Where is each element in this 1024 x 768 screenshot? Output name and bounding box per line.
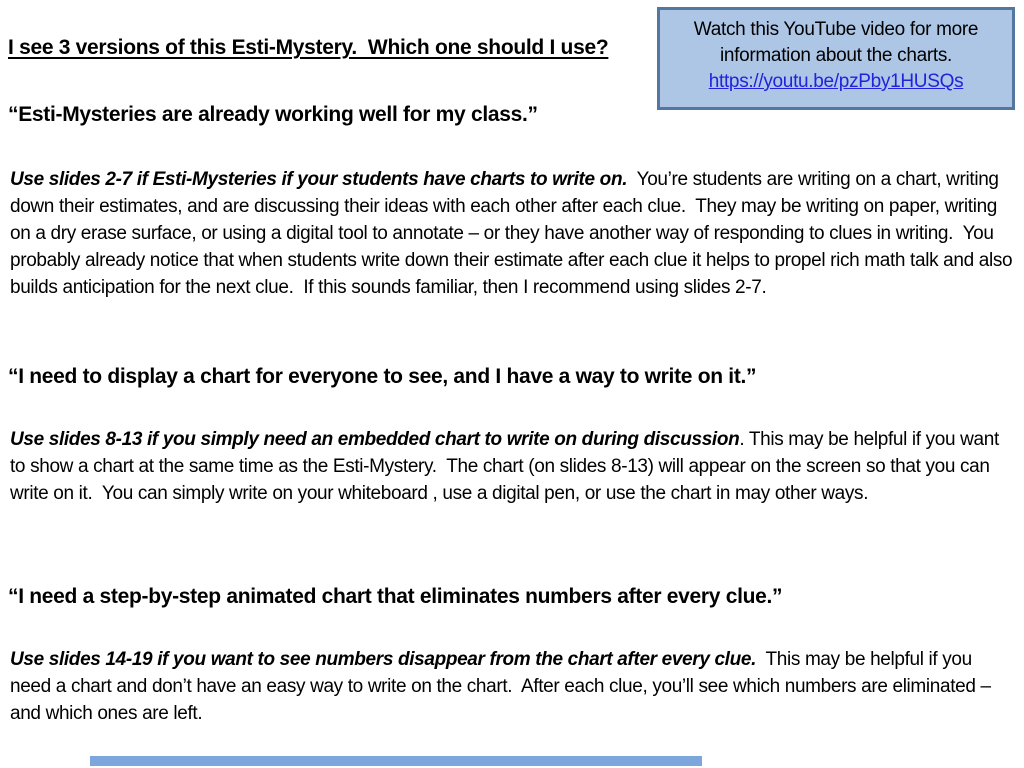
youtube-link[interactable]: https://youtu.be/pzPby1HUSQs (708, 71, 964, 92)
paragraph-body: This may be helpful if you need a chart and don’t have an easy way to write on the chart. After each clue, you’ll see which numbers are eliminated – and which ones are left. (10, 649, 996, 724)
section-paragraph-slides-2-7 (10, 166, 1018, 301)
section-heading-slides-14-19: “I need a step-by-step animated chart that eliminates numbers after every clue.” (8, 585, 783, 608)
bottom-accent-bar (90, 756, 702, 766)
note-box (657, 7, 1015, 110)
paragraph-body: You’re students are writing on a chart, writing down their estimates, and are discussing their ideas with each other after each clue. They may be writing on paper, writing on a dry erase surface, or using a digital tool to annotate – or they have another way of responding to clues in writing. You probably already notice that when students write down their estimate after each clue it helps to propel rich math talk and also builds anticipation for the next clue. If this sounds familiar, then I recommend using slides 2-7. (10, 169, 1018, 298)
section-paragraph-slides-14-19 (10, 646, 1015, 727)
section-paragraph-slides-8-13 (10, 426, 1015, 507)
page-title: I see 3 versions of this Esti-Mystery. Which one should I use? (8, 36, 609, 59)
section-heading-slides-2-7: “Esti-Mysteries are already working well for my class.” (8, 103, 538, 126)
paragraph-lead: Use slides 8-13 if you simply need an embedded chart to write on during discussion (10, 429, 740, 450)
paragraph-lead: Use slides 14-19 if you want to see numbers disappear from the chart after every clue. (10, 649, 757, 670)
note-box-text: Watch this YouTube video for more information about the charts. (693, 19, 979, 66)
paragraph-lead: Use slides 2-7 if Esti-Mysteries if your students have charts to write on. (10, 169, 628, 190)
paragraph-body: . This may be helpful if you want to show a chart at the same time as the Esti-Mystery. The chart (on slides 8-13) will appear on the screen so that you can write on it. You can simply write on your whiteboard , use a digital pen, or use the chart in may other ways. (10, 429, 1004, 504)
section-heading-slides-8-13: “I need to display a chart for everyone to see, and I have a way to write on it.” (8, 365, 757, 388)
